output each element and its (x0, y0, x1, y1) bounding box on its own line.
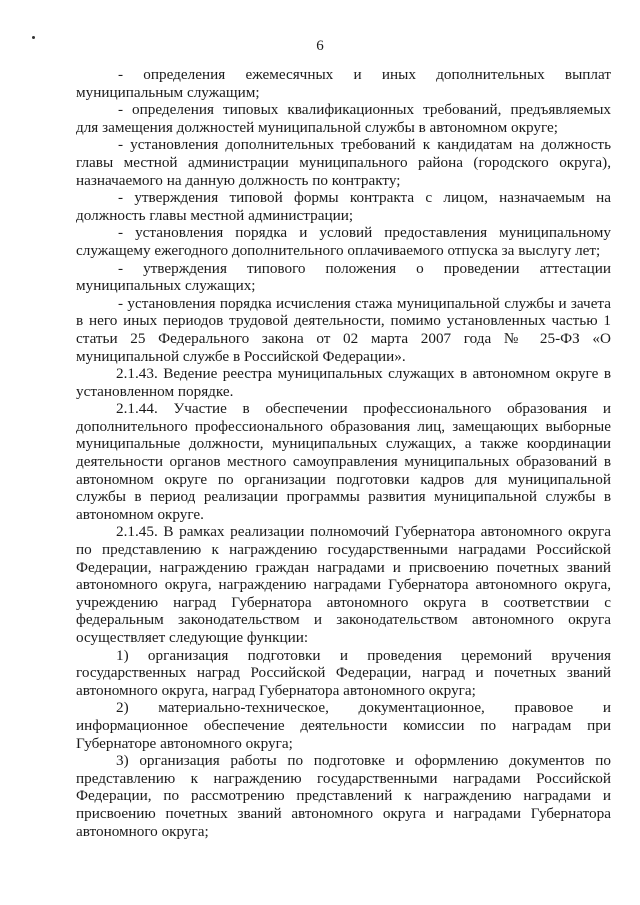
paragraph: 2) материально-техническое, документационное, правовое и информационное обеспечение деятельности комиссии по наградам при Губернаторе автономного округа; (76, 699, 611, 752)
paragraph: 1) организация подготовки и проведения церемоний вручения государственных наград Российской Федерации, наград и почетных званий автономного округа, наград Губернатора автономного округа; (76, 646, 611, 699)
paragraph: 3) организация работы по подготовке и оформлению документов по представлению к награждению государственными наградами Российской Федерации, по рассмотрению представлений к награждению наградами и присвоению почетных званий автономного округа и наградами Губернатора автономного округа; (76, 752, 611, 840)
paragraph: - определения типовых квалификационных требований, предъявляемых для замещения должностей муниципальной службы в автономном округе; (76, 101, 611, 136)
paragraph: 2.1.45. В рамках реализации полномочий Губернатора автономного округа по представлению к награждению государственными наградами Российской Федерации, награждению граждан наградами и присвоению почетных званий автономного округа, награждению наградами Губернатора автономного округа, учреждению наград Губернатора автономного округа в соответствии с федеральным законодательством и законодательством автономного округа осуществляет следующие функции: (76, 523, 611, 646)
paragraph: - установления порядка и условий предоставления муниципальному служащему ежегодного дополнительного оплачиваемого отпуска за выслугу лет; (76, 224, 611, 259)
paragraph: - утверждения типового положения о проведении аттестации муниципальных служащих; (76, 259, 611, 295)
paragraph: - установления дополнительных требований к кандидатам на должность главы местной администрации муниципального района (городского округа), назначаемого на данную должность по контракту; (76, 136, 611, 189)
paragraph: - определения ежемесячных и иных дополнительных выплат муниципальным служащим; (76, 66, 611, 101)
page-number: 6 (316, 38, 324, 54)
paragraph: - установления порядка исчисления стажа муниципальной службы и зачета в него иных периодов трудовой деятельности, помимо установленных частью 1 статьи 25 Федерального закона от 02 марта 2007 года № 25-ФЗ «О муниципальной службе в Российской Федерации». (76, 294, 611, 365)
document-body (76, 66, 611, 840)
paragraph: - утверждения типовой формы контракта с лицом, назначаемым на должность главы местной администрации; (76, 189, 611, 224)
paragraph: 2.1.43. Ведение реестра муниципальных служащих в автономном округе в установленном порядке. (76, 365, 611, 400)
paragraph: 2.1.44. Участие в обеспечении профессионального образования и дополнительного профессионального образования лиц, замещающих выборные муниципальные должности, муниципальных служащих, а также координации деятельности органов местного самоуправления муниципальных образований в автономном округе по организации подготовки кадров для муниципальной службы в период реализации программы развития муниципальной службы в автономном округе. (76, 400, 611, 523)
